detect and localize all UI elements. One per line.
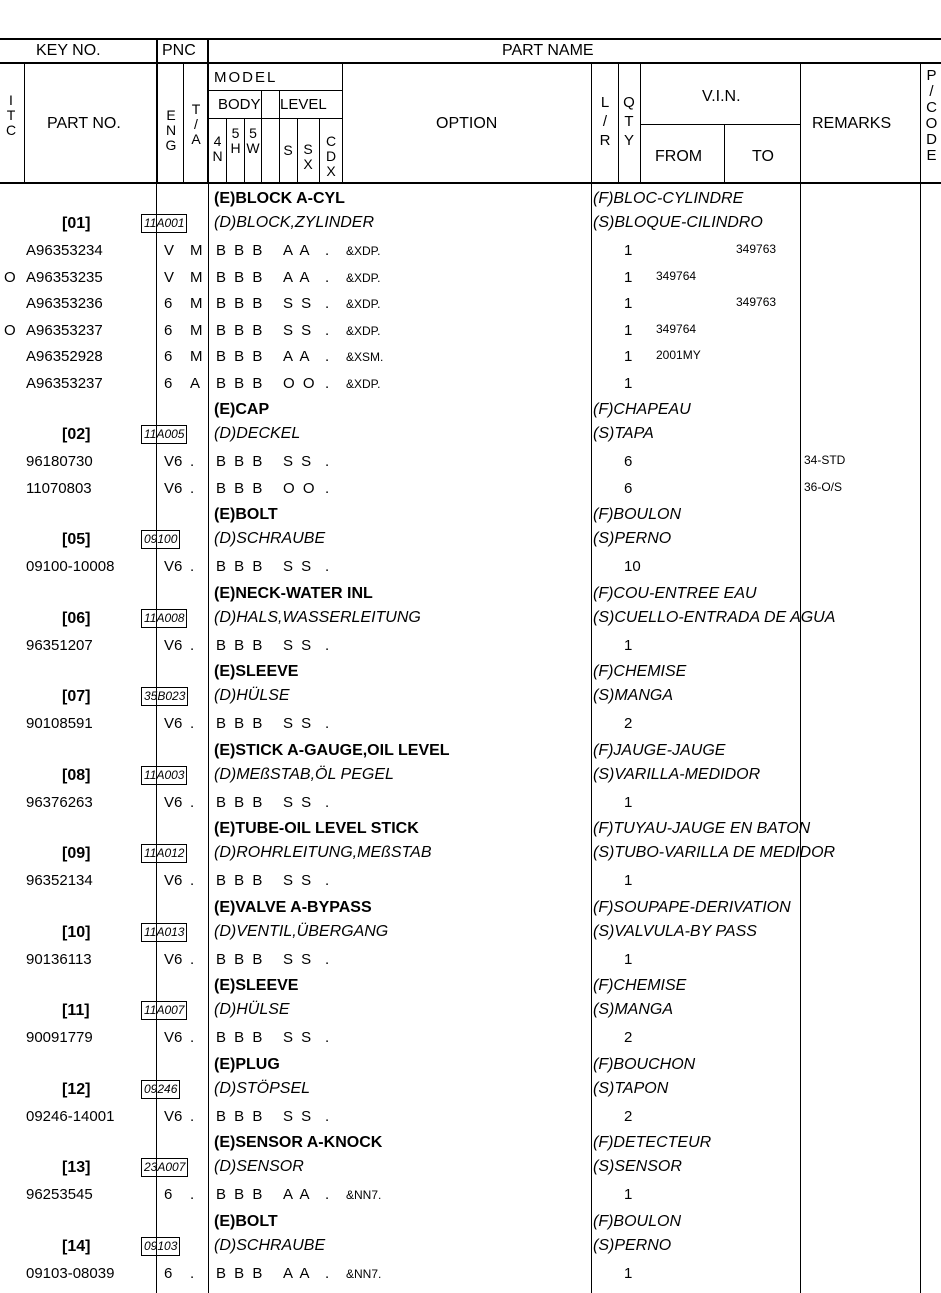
body-codes: B B B — [216, 348, 265, 365]
eng-code: V6 — [164, 950, 183, 968]
group-name-spanish: (S)MANGA — [593, 1001, 673, 1018]
ta-code: . — [190, 1186, 195, 1203]
quantity: 1 — [624, 950, 633, 968]
group-name-english: (E)STICK A-GAUGE,OIL LEVEL — [214, 741, 450, 759]
eng-code: V6 — [164, 558, 183, 575]
part-number: 90136113 — [26, 950, 92, 968]
eng-code: V6 — [164, 453, 183, 470]
eng-code: 6 — [164, 348, 173, 365]
header-option: OPTION — [436, 115, 498, 132]
remarks: 36-O/S — [804, 479, 843, 494]
eng-code: 6 — [164, 1264, 173, 1282]
eng-code: V6 — [164, 793, 183, 811]
quantity: 1 — [624, 872, 633, 889]
part-number: A96352928 — [26, 348, 103, 365]
group-name-german: (D)MEßSTAB,ÖL PEGEL — [214, 765, 394, 783]
vin-to: 349763 — [736, 295, 777, 309]
eng-code: V6 — [164, 1029, 183, 1046]
ta-code: . — [190, 1107, 195, 1125]
quantity: 1 — [624, 374, 633, 392]
group-name-english: (E)BOLT — [214, 506, 278, 523]
group-name-german: (D)BLOCK,ZYLINDER — [214, 214, 375, 231]
ta-code: M — [190, 268, 203, 286]
group-name-french: (F)BOULON — [593, 1212, 681, 1230]
level-dot: . — [325, 1107, 330, 1125]
option-code: &XDP. — [346, 270, 381, 285]
eng-code: V6 — [164, 872, 183, 889]
quantity: 1 — [624, 321, 633, 339]
header-itc: I T C — [5, 92, 17, 138]
group-name-english: (E)VALVE A-BYPASS — [214, 898, 372, 916]
group-name-german: (D)VENTIL,ÜBERGANG — [214, 922, 389, 940]
group-name-french: (F)JAUGE-JAUGE — [593, 741, 726, 759]
group-name-spanish: (S)PERNO — [593, 1236, 672, 1254]
group-name-spanish: (S)VARILLA-MEDIDOR — [593, 765, 761, 783]
group-name-spanish: (S)BLOQUE-CILINDRO — [593, 214, 763, 231]
level-codes: A A — [283, 1264, 312, 1282]
header-part-no: PART NO. — [47, 115, 121, 132]
vin-from: 349764 — [656, 321, 697, 336]
key-number: [09] — [62, 845, 91, 862]
part-number: A96353235 — [26, 268, 103, 286]
group-name-spanish: (S)TAPA — [593, 425, 654, 442]
level-dot: . — [325, 374, 330, 392]
ta-code: M — [190, 348, 203, 365]
level-dot: . — [325, 268, 330, 286]
header-eng: E N G — [165, 107, 177, 153]
part-number: 11070803 — [26, 479, 92, 497]
header-vin-to: TO — [752, 148, 774, 165]
group-name-english: (E)BLOCK A-CYL — [214, 190, 345, 207]
level-dot: . — [325, 1186, 330, 1203]
level-codes: S S — [283, 950, 314, 968]
header-model: MODEL — [214, 69, 278, 86]
header-level-cdx: C D X — [325, 133, 337, 179]
group-name-english: (E)TUBE-OIL LEVEL STICK — [214, 820, 419, 837]
group-name-spanish: (S)VALVULA-BY PASS — [593, 922, 757, 940]
level-codes: A A — [283, 268, 312, 286]
ta-code: . — [190, 558, 195, 575]
eng-code: 6 — [164, 321, 173, 339]
key-number: [12] — [62, 1080, 91, 1098]
level-codes: A A — [283, 242, 312, 259]
level-dot: . — [325, 793, 330, 811]
header-vin-from: FROM — [655, 148, 703, 165]
body-codes: B B B — [216, 242, 265, 259]
group-name-german: (D)HALS,WASSERLEITUNG — [214, 608, 421, 626]
level-dot: . — [325, 321, 330, 339]
header-level-sx: S X — [303, 141, 313, 172]
itc-flag: O — [4, 321, 16, 339]
key-number: [13] — [62, 1159, 91, 1176]
ta-code: M — [190, 242, 203, 259]
quantity: 1 — [624, 268, 633, 286]
header-level: LEVEL — [280, 96, 327, 113]
eng-code: V6 — [164, 715, 183, 732]
group-name-french: (F)CHEMISE — [593, 663, 687, 680]
group-name-french: (F)BOULON — [593, 506, 681, 523]
ta-code: . — [190, 453, 195, 470]
part-number: 09246-14001 — [26, 1107, 115, 1125]
pnc-code: 11A012 — [141, 844, 187, 863]
ta-code: . — [190, 636, 195, 654]
group-name-spanish: (S)PERNO — [593, 530, 672, 547]
part-number: 96351207 — [26, 636, 93, 654]
body-codes: B B B — [216, 295, 265, 312]
quantity: 2 — [624, 1107, 633, 1125]
group-name-spanish: (S)CUELLO-ENTRADA DE AGUA — [593, 608, 836, 626]
ta-code: . — [190, 1029, 195, 1046]
part-number: A96353234 — [26, 242, 103, 259]
pnc-code: 11A005 — [141, 425, 187, 444]
level-codes: S S — [283, 636, 314, 654]
ta-code: . — [190, 715, 195, 732]
quantity: 6 — [624, 453, 633, 470]
header-key-no: KEY NO. — [36, 42, 101, 59]
key-number: [05] — [62, 531, 91, 548]
group-name-spanish: (S)TUBO-VARILLA DE MEDIDOR — [593, 844, 836, 861]
body-codes: B B B — [216, 374, 265, 392]
group-name-english: (E)SENSOR A-KNOCK — [214, 1134, 383, 1151]
key-number: [08] — [62, 766, 91, 784]
group-name-german: (D)SENSOR — [214, 1158, 304, 1175]
level-codes: S S — [283, 872, 314, 889]
option-code: &NN7. — [346, 1266, 382, 1281]
body-codes: B B B — [216, 453, 265, 470]
level-dot: . — [325, 479, 330, 497]
group-name-french: (F)BOUCHON — [593, 1055, 696, 1073]
body-codes: B B B — [216, 268, 265, 286]
level-codes: S S — [283, 321, 314, 339]
header-body-5w: 5 W — [246, 125, 260, 156]
part-number: 90108591 — [26, 715, 93, 732]
vin-to: 349763 — [736, 242, 777, 256]
body-codes: B B B — [216, 321, 265, 339]
group-name-french: (F)BLOC-CYLINDRE — [593, 190, 744, 207]
ta-code: . — [190, 950, 195, 968]
group-name-french: (F)CHAPEAU — [593, 401, 691, 418]
body-codes: B B B — [216, 558, 265, 575]
quantity: 6 — [624, 479, 633, 497]
group-name-english: (E)BOLT — [214, 1212, 278, 1230]
vin-from: 349764 — [656, 268, 697, 283]
eng-code: V6 — [164, 1107, 183, 1125]
part-number: A96353237 — [26, 374, 103, 392]
option-code: &XDP. — [346, 323, 381, 338]
group-name-german: (D)SCHRAUBE — [214, 1236, 326, 1254]
quantity: 1 — [624, 1264, 633, 1282]
ta-code: . — [190, 1264, 195, 1282]
body-codes: B B B — [216, 793, 265, 811]
level-codes: A A — [283, 1186, 312, 1203]
group-name-spanish: (S)SENSOR — [593, 1158, 682, 1175]
key-number: [01] — [62, 215, 91, 232]
group-name-french: (F)COU-ENTREE EAU — [593, 584, 757, 602]
quantity: 1 — [624, 242, 633, 259]
group-name-german: (D)SCHRAUBE — [214, 530, 326, 547]
ta-code: A — [190, 374, 201, 392]
option-code: &XDP. — [346, 244, 381, 258]
header-ta: T / A — [191, 101, 201, 147]
body-codes: B B B — [216, 715, 265, 732]
pnc-code: 11A001 — [141, 214, 187, 233]
level-codes: A A — [283, 348, 312, 365]
quantity: 1 — [624, 793, 633, 811]
part-number: 96180730 — [26, 453, 93, 470]
key-number: [10] — [62, 923, 91, 941]
eng-code: 6 — [164, 374, 173, 392]
level-codes: S S — [283, 453, 314, 470]
part-number: 96352134 — [26, 872, 93, 889]
eng-code: 6 — [164, 295, 173, 312]
level-dot: . — [325, 242, 330, 259]
body-codes: B B B — [216, 950, 265, 968]
level-codes: S S — [283, 1107, 314, 1125]
pnc-code: 35B023 — [141, 687, 188, 706]
eng-code: V6 — [164, 636, 183, 654]
ta-code: . — [190, 479, 195, 497]
quantity: 2 — [624, 1029, 633, 1046]
body-codes: B B B — [216, 1107, 265, 1125]
header-body-4n: 4 N — [212, 133, 223, 164]
level-dot: . — [325, 636, 330, 654]
header-level-s: S — [283, 142, 293, 158]
level-dot: . — [325, 715, 330, 732]
header-pcode: P / C O D E — [925, 67, 938, 164]
level-codes: S S — [283, 1029, 314, 1046]
group-name-spanish: (S)TAPON — [593, 1079, 669, 1097]
level-codes: O O — [283, 374, 317, 392]
group-name-english: (E)NECK-WATER INL — [214, 584, 373, 602]
quantity: 1 — [624, 1186, 633, 1203]
part-number: A96353237 — [26, 321, 103, 339]
pnc-code: 09100 — [141, 530, 180, 549]
header-remarks: REMARKS — [812, 115, 892, 132]
pnc-code: 23A007 — [141, 1158, 188, 1177]
level-codes: O O — [283, 479, 317, 497]
group-name-german: (D)DECKEL — [214, 425, 301, 442]
group-name-english: (E)SLEEVE — [214, 977, 299, 994]
part-number: 96376263 — [26, 793, 93, 811]
body-codes: B B B — [216, 872, 265, 889]
part-number: 09103-08039 — [26, 1264, 115, 1282]
option-code: &XDP. — [346, 376, 381, 391]
header-body: BODY — [218, 96, 261, 113]
option-code: &XDP. — [346, 297, 381, 311]
pnc-code: 09246 — [141, 1080, 180, 1099]
key-number: [02] — [62, 426, 91, 443]
level-codes: S S — [283, 558, 314, 575]
pnc-code: 09103 — [141, 1237, 180, 1256]
level-dot: . — [325, 295, 330, 312]
key-number: [07] — [62, 688, 91, 705]
pnc-code: 11A003 — [141, 766, 187, 785]
eng-code: V6 — [164, 479, 183, 497]
body-codes: B B B — [216, 1264, 265, 1282]
quantity: 1 — [624, 348, 633, 365]
level-dot: . — [325, 950, 330, 968]
header-part-name: PART NAME — [502, 42, 594, 59]
option-code: &XSM. — [346, 350, 384, 364]
header-pnc: PNC — [162, 42, 196, 59]
header-body-5h: 5 H — [230, 125, 241, 156]
level-dot: . — [325, 453, 330, 470]
eng-code: V — [164, 268, 175, 286]
group-name-german: (D)STÖPSEL — [214, 1079, 311, 1097]
part-number: 09100-10008 — [26, 558, 115, 575]
pnc-code: 11A008 — [141, 609, 187, 628]
body-codes: B B B — [216, 1029, 265, 1046]
level-codes: S S — [283, 715, 314, 732]
remarks: 34-STD — [804, 453, 846, 467]
group-name-french: (F)SOUPAPE-DERIVATION — [593, 898, 791, 916]
itc-flag: O — [4, 268, 16, 286]
group-name-english: (E)CAP — [214, 401, 270, 418]
key-number: [14] — [62, 1237, 91, 1255]
header-lr: L / R — [599, 94, 611, 149]
body-codes: B B B — [216, 1186, 265, 1203]
level-dot: . — [325, 872, 330, 889]
quantity: 2 — [624, 715, 633, 732]
ta-code: M — [190, 295, 203, 312]
part-number: 96253545 — [26, 1186, 93, 1203]
level-dot: . — [325, 348, 330, 365]
quantity: 10 — [624, 558, 641, 575]
option-code: &NN7. — [346, 1188, 382, 1202]
eng-code: 6 — [164, 1186, 173, 1203]
ta-code: . — [190, 793, 195, 811]
group-name-spanish: (S)MANGA — [593, 687, 673, 704]
group-name-german: (D)ROHRLEITUNG,MEßSTAB — [214, 844, 432, 861]
group-name-french: (F)DETECTEUR — [593, 1134, 712, 1151]
group-name-english: (E)SLEEVE — [214, 663, 299, 680]
group-name-english: (E)PLUG — [214, 1055, 280, 1073]
body-codes: B B B — [216, 636, 265, 654]
level-codes: S S — [283, 295, 314, 312]
quantity: 1 — [624, 295, 633, 312]
pnc-code: 11A013 — [141, 923, 187, 942]
group-name-french: (F)CHEMISE — [593, 977, 687, 994]
level-dot: . — [325, 558, 330, 575]
key-number: [11] — [62, 1002, 90, 1019]
key-number: [06] — [62, 609, 91, 627]
ta-code: . — [190, 872, 195, 889]
group-name-french: (F)TUYAU-JAUGE EN BATON — [593, 820, 811, 837]
pnc-code: 11A007 — [141, 1001, 187, 1020]
ta-code: M — [190, 321, 203, 339]
level-codes: S S — [283, 793, 314, 811]
header-vin: V.I.N. — [702, 88, 741, 105]
eng-code: V — [164, 242, 175, 259]
part-number: 90091779 — [26, 1029, 93, 1046]
header-qty: Q T Y — [623, 94, 635, 149]
group-name-german: (D)HÜLSE — [214, 1001, 290, 1018]
body-codes: B B B — [216, 479, 265, 497]
level-dot: . — [325, 1029, 330, 1046]
quantity: 1 — [624, 636, 633, 654]
vin-from: 2001MY — [656, 348, 701, 362]
group-name-german: (D)HÜLSE — [214, 687, 290, 704]
level-dot: . — [325, 1264, 330, 1282]
part-number: A96353236 — [26, 295, 103, 312]
